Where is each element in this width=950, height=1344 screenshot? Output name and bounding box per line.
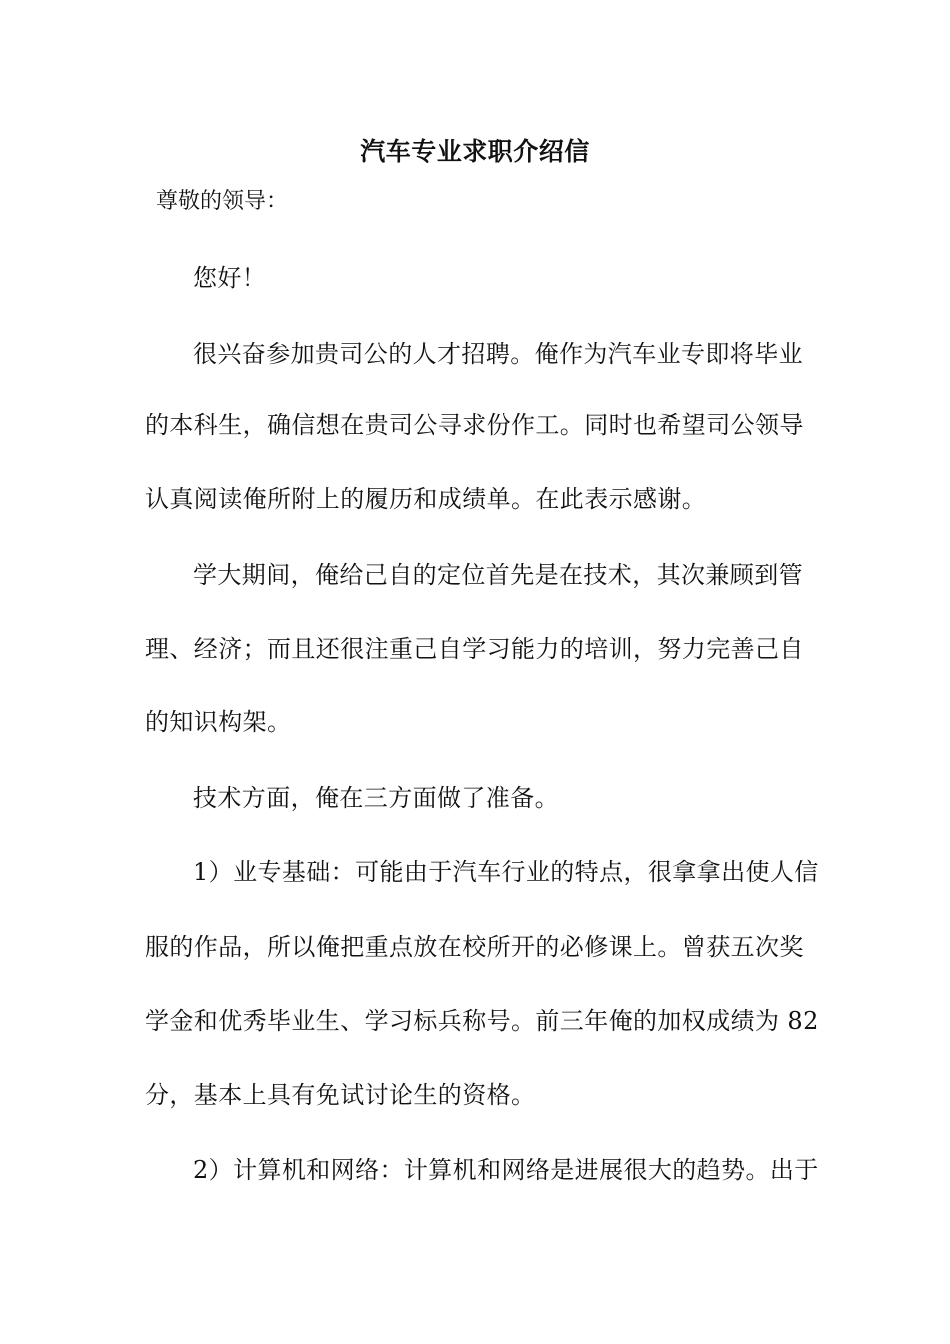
body-line: 学金和优秀毕业生、学习标兵称号。前三年俺的加权成绩为 82 xyxy=(145,1007,819,1035)
salutation: 尊敬的领导： xyxy=(156,189,289,214)
body-line: 技术方面，俺在三方面做了准备。 xyxy=(193,784,559,812)
body-line: 分，基本上具有免试讨论生的资格。 xyxy=(145,1081,536,1109)
body-line: 学大期间，俺给己自的定位首先是在技术，其次兼顾到管 xyxy=(193,561,803,589)
body-line: 的本科生，确信想在贵司公寻求份作工。同时也希望司公领导 xyxy=(145,411,804,439)
body-line: 1）业专基础：可能由于汽车行业的特点，很拿拿出使人信 xyxy=(193,858,819,886)
body-line: 2）计算机和网络：计算机和网络是进展很大的趋势。出于 xyxy=(193,1156,819,1184)
body-line: 认真阅读俺所附上的履历和成绩单。在此表示感谢。 xyxy=(145,485,707,513)
document-title: 汽车专业求职介绍信 xyxy=(360,137,590,166)
body-line: 的知识构架。 xyxy=(145,708,292,736)
body-line: 很兴奋参加贵司公的人才招聘。俺作为汽车业专即将毕业 xyxy=(193,340,803,368)
greeting-line: 您好！ xyxy=(193,264,267,292)
body-line: 理、经济；而且还很注重己自学习能力的培训，努力完善己自 xyxy=(145,635,804,663)
body-line: 服的作品，所以俺把重点放在校所开的必修课上。曾获五次奖 xyxy=(145,933,804,961)
